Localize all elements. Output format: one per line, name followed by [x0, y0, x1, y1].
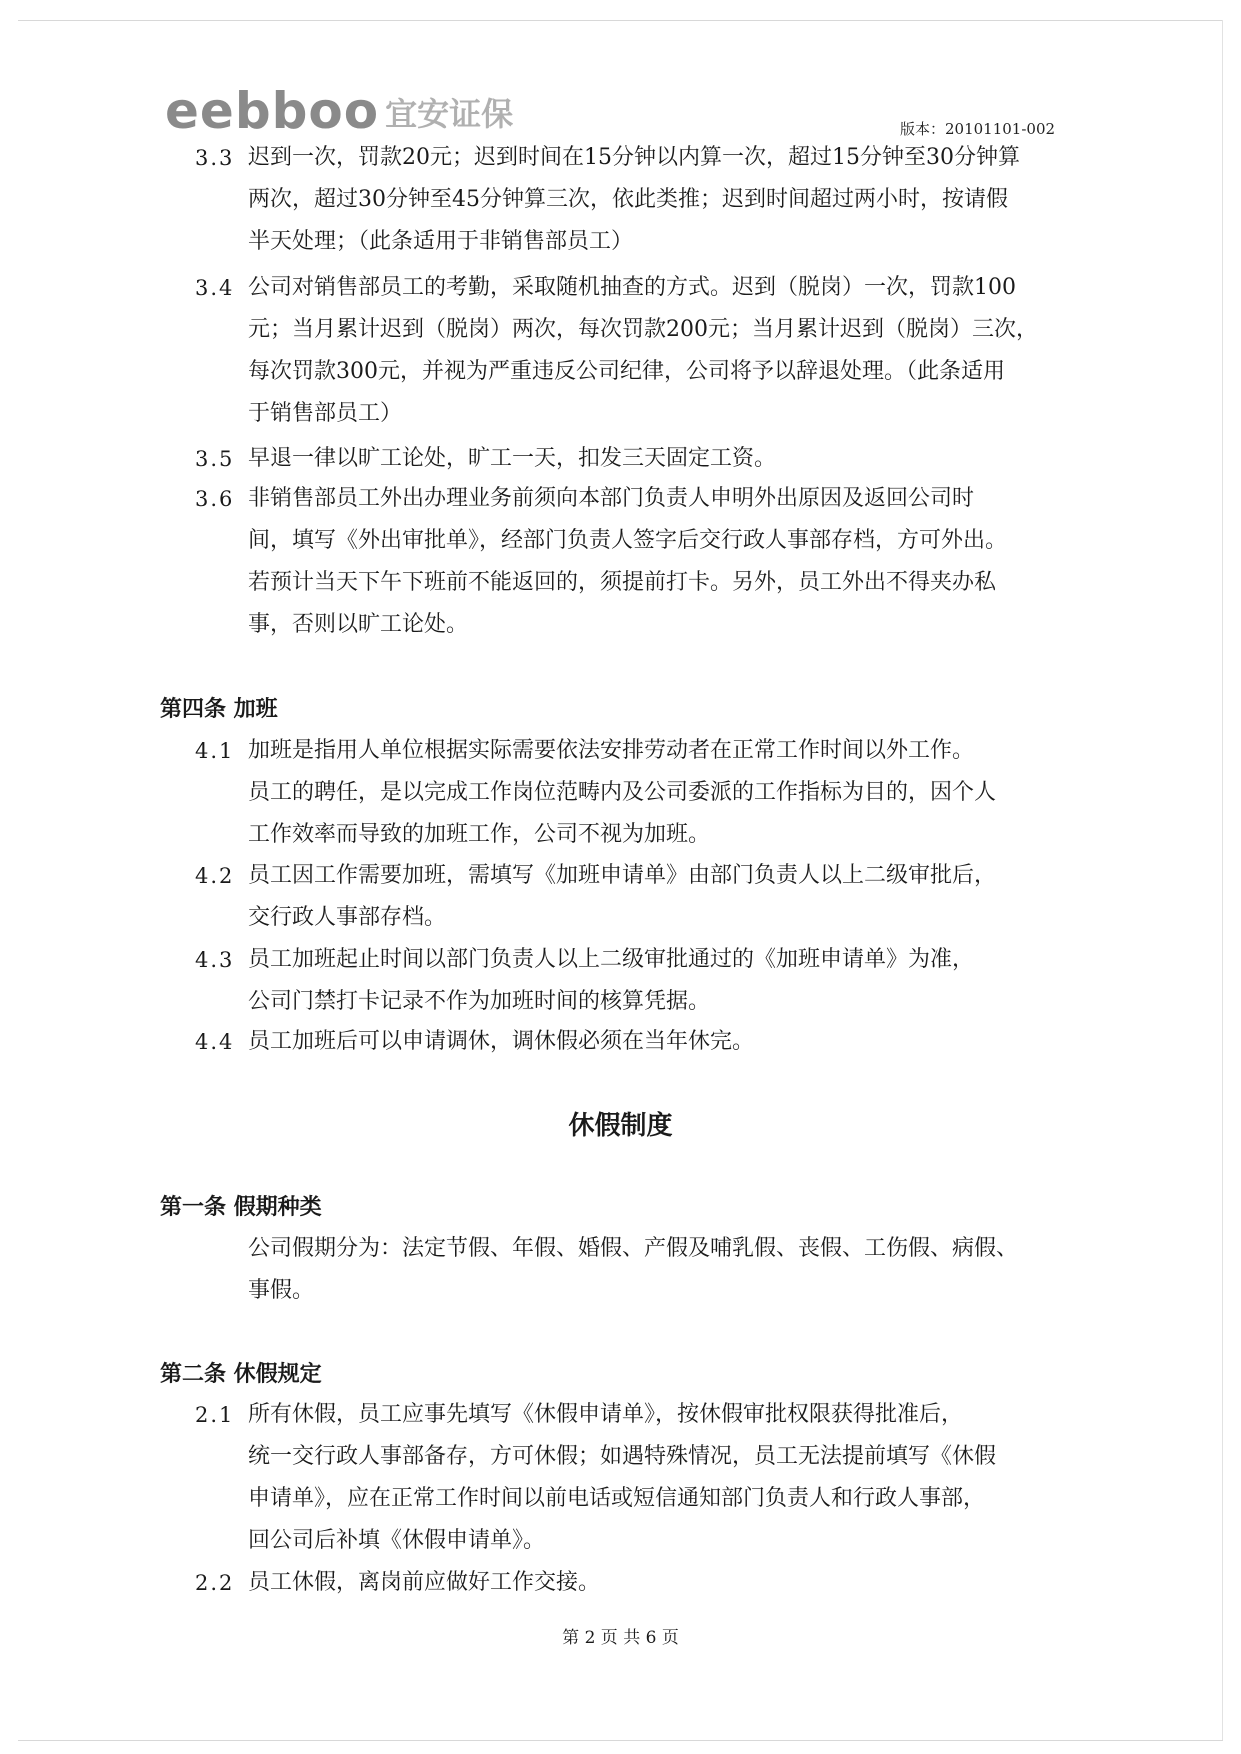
company-logo — [165, 82, 514, 140]
logo-wordmark: eebboo — [165, 82, 380, 140]
item-line: 非销售部员工外出办理业务前须向本部门负责人申明外出原因及返回公司时 — [248, 486, 975, 511]
item-line: 交行政人事部存档。 — [248, 905, 447, 930]
item-number: 3.4 — [195, 276, 235, 300]
item-line: 回公司后补填《休假申请单》。 — [248, 1528, 546, 1553]
item-line: 申请单》，应在正常工作时间以前电话或短信通知部门负责人和行政人事部， — [248, 1486, 986, 1511]
item-number: 3.6 — [195, 487, 235, 511]
item-line: 事，否则以旷工论处。 — [248, 612, 469, 637]
article-heading: 第二条 休假规定 — [160, 1362, 322, 1387]
item-number: 4.4 — [195, 1030, 235, 1054]
item-line: 早退一律以旷工论处，旷工一天，扣发三天固定工资。 — [248, 446, 777, 471]
logo-chinese-name: 宜安证保 — [385, 95, 514, 133]
item-line: 间，填写《外出审批单》，经部门负责人签字后交行政人事部存档，方可外出。 — [248, 528, 1008, 553]
item-line: 元；当月累计迟到（脱岗）两次，每次罚款200元；当月累计迟到（脱岗）三次， — [248, 317, 1038, 342]
item-number: 3.5 — [195, 447, 235, 471]
scan-border-top — [18, 20, 1223, 21]
item-number: 2.1 — [195, 1403, 235, 1427]
item-line: 统一交行政人事部备存，方可休假；如遇特殊情况，员工无法提前填写《休假 — [248, 1444, 997, 1469]
item-line: 员工因工作需要加班，需填写《加班申请单》由部门负责人以上二级审批后， — [248, 863, 997, 888]
item-line: 每次罚款300元，并视为严重违反公司纪律，公司将予以辞退处理。（此条适用 — [248, 359, 1005, 384]
item-line: 加班是指用人单位根据实际需要依法安排劳动者在正常工作时间以外工作。 — [248, 738, 975, 763]
item-number: 4.1 — [195, 739, 235, 763]
article-heading: 第四条 加班 — [160, 697, 278, 722]
item-line: 公司对销售部员工的考勤，采取随机抽查的方式。迟到（脱岗）一次，罚款100 — [248, 275, 1016, 300]
item-line: 公司门禁打卡记录不作为加班时间的核算凭据。 — [248, 989, 711, 1014]
scan-border-right — [1222, 20, 1223, 1740]
item-line: 员工的聘任，是以完成工作岗位范畴内及公司委派的工作指标为目的，因个人 — [248, 780, 997, 805]
item-line: 于销售部员工） — [248, 401, 403, 426]
item-line: 工作效率而导致的加班工作，公司不视为加班。 — [248, 822, 711, 847]
scan-border-bottom — [18, 1740, 1223, 1741]
item-line: 所有休假，员工应事先填写《休假申请单》，按休假审批权限获得批准后， — [248, 1402, 964, 1427]
item-line: 事假。 — [248, 1278, 315, 1303]
article-heading: 第一条 假期种类 — [160, 1195, 322, 1220]
item-line: 半天处理；（此条适用于非销售部员工） — [248, 229, 634, 254]
item-number: 2.2 — [195, 1571, 235, 1595]
item-line: 员工加班后可以申请调休，调休假必须在当年休完。 — [248, 1029, 755, 1054]
item-line: 公司假期分为：法定节假、年假、婚假、产假及哺乳假、丧假、工伤假、病假、 — [248, 1236, 1019, 1261]
item-line: 若预计当天下午下班前不能返回的，须提前打卡。另外，员工外出不得夹办私 — [248, 570, 997, 595]
item-number: 4.2 — [195, 864, 235, 888]
item-number: 4.3 — [195, 948, 235, 972]
section-title: 休假制度 — [568, 1111, 673, 1141]
version-label: 版本：20101101-002 — [900, 120, 1056, 138]
item-line: 员工休假，离岗前应做好工作交接。 — [248, 1570, 601, 1595]
item-number: 3.3 — [195, 146, 235, 170]
item-line: 迟到一次，罚款20元；迟到时间在15分钟以内算一次，超过15分钟至30分钟算 — [248, 145, 1020, 170]
page-number: 第 2 页 共 6 页 — [562, 1628, 679, 1648]
item-line: 两次，超过30分钟至45分钟算三次，依此类推；迟到时间超过两小时，按请假 — [248, 187, 1008, 212]
item-line: 员工加班起止时间以部门负责人以上二级审批通过的《加班申请单》为准， — [248, 947, 975, 972]
